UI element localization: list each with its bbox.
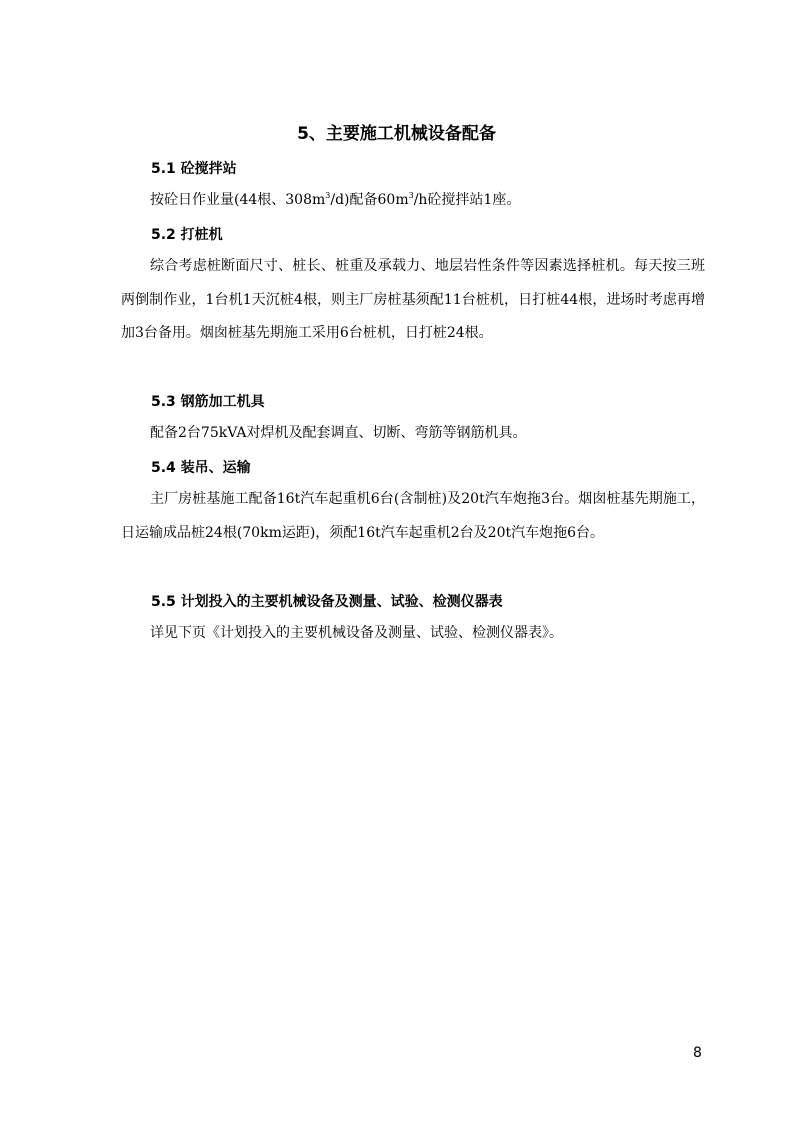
heading-5-2: 5.2 打桩机 — [151, 227, 223, 243]
paragraph-5-3: 配备2台75kVA对焊机及配套调直、切断、弯筋等钢筋机具。 — [150, 425, 527, 441]
page-number: 8 — [693, 1045, 702, 1061]
paragraph-5-1 — [121, 184, 705, 218]
superscript-b: 3 — [408, 191, 414, 200]
text-5-1-c: /h砼搅拌站1座。 — [413, 192, 521, 208]
heading-5-5: 5.5 计划投入的主要机械设备及测量、试验、检测仪器表 — [151, 594, 503, 610]
heading-5-1: 5.1 砼搅拌站 — [151, 161, 237, 177]
heading-5-4: 5.4 装吊、运输 — [151, 460, 251, 476]
text-5-1-a: 按砼日作业量(44根、308m — [150, 192, 326, 208]
paragraph-5-5: 详见下页《计划投入的主要机械设备及测量、试验、检测仪器表》。 — [150, 625, 563, 641]
section-title: 5、主要施工机械设备配备 — [297, 124, 496, 144]
heading-5-3: 5.3 钢筋加工机具 — [151, 394, 265, 410]
paragraph-5-4: 主厂房桩基施工配备16t汽车起重机6台(含制桩)及20t汽车炮拖3台。烟囱桩基先期施工，日运输成品桩24根(70km运距)，须配16t汽车起重机2台及20t汽车炮拖6台。 — [121, 491, 705, 541]
paragraph-5-2: 综合考虑桩断面尺寸、桩长、桩重及承载力、地层岩性条件等因素选择桩机。每天按三班两倒制作业，1台机1天沉桩4根，则主厂房桩基须配11台桩机，日打桩44根，进场时考虑再增加3台备用。烟囱桩基先期施工采用6台桩机，日打桩24根。 — [121, 258, 705, 341]
superscript-a: 3 — [325, 191, 331, 200]
text-5-1-b: /d)配备60m — [330, 192, 409, 208]
